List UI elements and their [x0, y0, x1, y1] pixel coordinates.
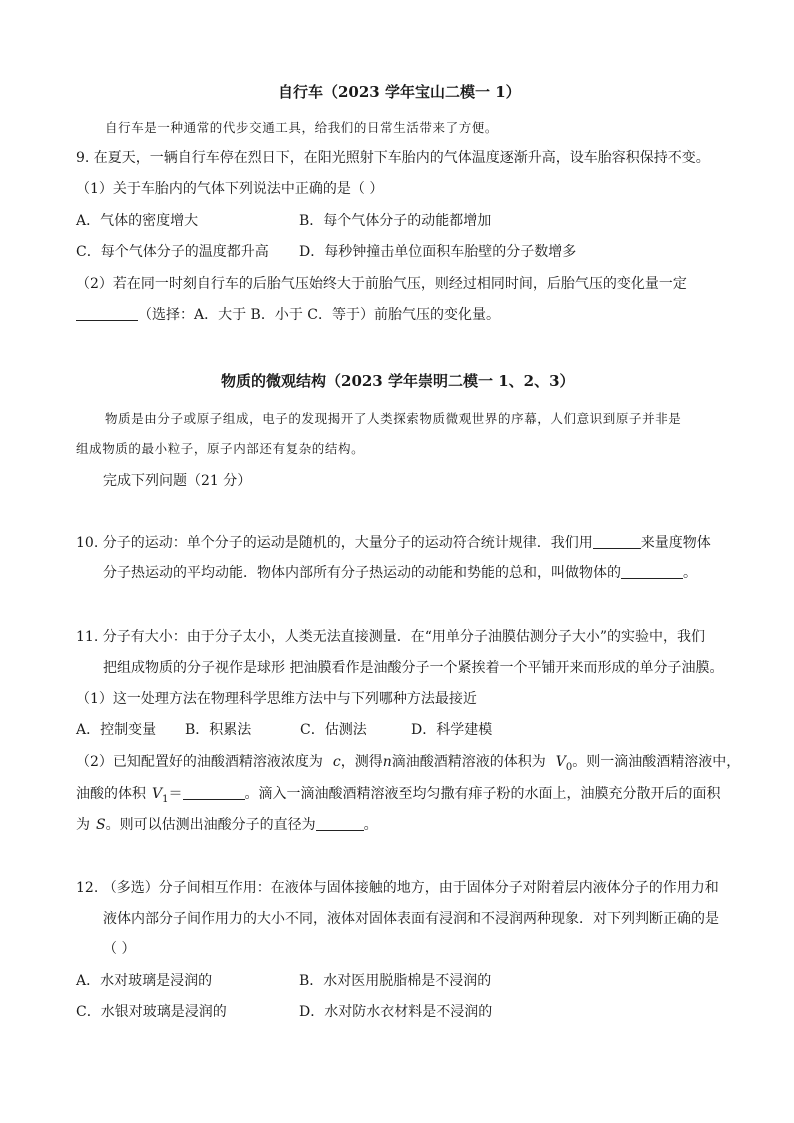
- question-11-line1: 11. 分子有大小：由于分子太小，人类无法直接测量．在“用单分子油膜估测分子大小”的实验中，我们: [76, 629, 706, 645]
- answer-blank[interactable]: [316, 816, 364, 831]
- option-c: C．每个气体分子的温度都升高: [76, 244, 269, 260]
- question-11-part2-line3: 为 S。则可以估测出油酸分子的直径为 。: [76, 817, 378, 833]
- question-12-line2: 液体内部分子间作用力的大小不同，液体对固体表面有浸润和不浸润两种现象．对下列判断正确的是: [103, 911, 719, 927]
- answer-blank[interactable]: [593, 534, 641, 549]
- question-9-part1: （1）关于车胎内的气体下列说法中正确的是（ ）: [76, 181, 384, 197]
- answer-blank[interactable]: [183, 785, 245, 800]
- option-b: B．水对医用脱脂棉是不浸润的: [299, 973, 492, 989]
- option-d: D．每秒钟撞击单位面积车胎壁的分子数增多: [299, 244, 577, 260]
- option-a: A．气体的密度增大: [76, 213, 199, 229]
- question-12-line1: 12. （多选）分子间相互作用：在液体与固体接触的地方，由于固体分子对附着层内液体分子的作用力和: [76, 880, 719, 896]
- option-d: D．水对防水衣材料是不浸润的: [299, 1004, 493, 1020]
- section-intro: 自行车是一种通常的代步交通工具，给我们的日常生活带来了方便。: [105, 120, 499, 135]
- question-10-line1: 10. 分子的运动：单个分子的运动是随机的，大量分子的运动符合统计规律．我们用 来量度物体: [76, 535, 711, 551]
- option-d: D．科学建模: [411, 722, 493, 738]
- option-a: A．水对玻璃是浸润的: [76, 973, 213, 989]
- question-11-part2: （2）已知配置好的油酸酒精溶液浓度为 c，测得n滴油酸酒精溶液的体积为 $V_0$。则一滴油酸酒精溶液中，: [76, 754, 741, 773]
- question-10-line2: 分子热运动的平均动能．物体内部所有分子热运动的动能和势能的总和，叫做物体的 。: [103, 565, 697, 581]
- section-title-microstructure: 物质的微观结构（2023 学年崇明二模一 1、2、3）: [221, 372, 575, 390]
- question-9-stem: 9. 在夏天，一辆自行车停在烈日下，在阳光照射下车胎内的气体温度逐渐升高，设车胎容积保持不变。: [76, 150, 710, 166]
- section-intro-line1: 物质是由分子或原子组成，电子的发现揭开了人类探索物质微观世界的序幕，人们意识到原子并非是: [105, 411, 682, 426]
- option-a: A．控制变量: [76, 722, 157, 738]
- question-9-part2: （2）若在同一时刻自行车的后胎气压始终大于前胎气压，则经过相同时间，后胎气压的变化量一定: [76, 276, 687, 292]
- task-instruction: 完成下列问题（21 分）: [103, 473, 252, 489]
- question-11-part2-line2: 油酸的体积 $V_1=$ 。滴入一滴油酸酒精溶液至均匀撒有痱子粉的水面上，油膜充分散开后的面积: [76, 786, 721, 805]
- question-11-part1: （1）这一处理方法在物理科学思维方法中与下列哪种方法最接近: [76, 691, 477, 707]
- section-intro-line2: 组成物质的最小粒子，原子内部还有复杂的结构。: [76, 441, 365, 456]
- option-c: C．估测法: [300, 722, 367, 738]
- question-9-part2-cont: （选择：A．大于 B．小于 C．等于）前胎气压的变化量。: [76, 306, 500, 324]
- answer-blank[interactable]: [76, 306, 138, 321]
- answer-blank[interactable]: [621, 564, 683, 579]
- option-b: B．积累法: [185, 722, 252, 738]
- question-11-line2: 把组成物质的分子视作是球形 把油膜看作是油酸分子一个紧挨着一个平铺开来而形成的单分子油膜。: [103, 660, 724, 676]
- option-b: B．每个气体分子的动能都增加: [299, 213, 492, 229]
- option-c: C．水银对玻璃是浸润的: [76, 1004, 227, 1020]
- section-title-bicycle: 自行车（2023 学年宝山二模一 1）: [278, 83, 521, 101]
- question-12-answer-brackets: （ ）: [103, 941, 136, 957]
